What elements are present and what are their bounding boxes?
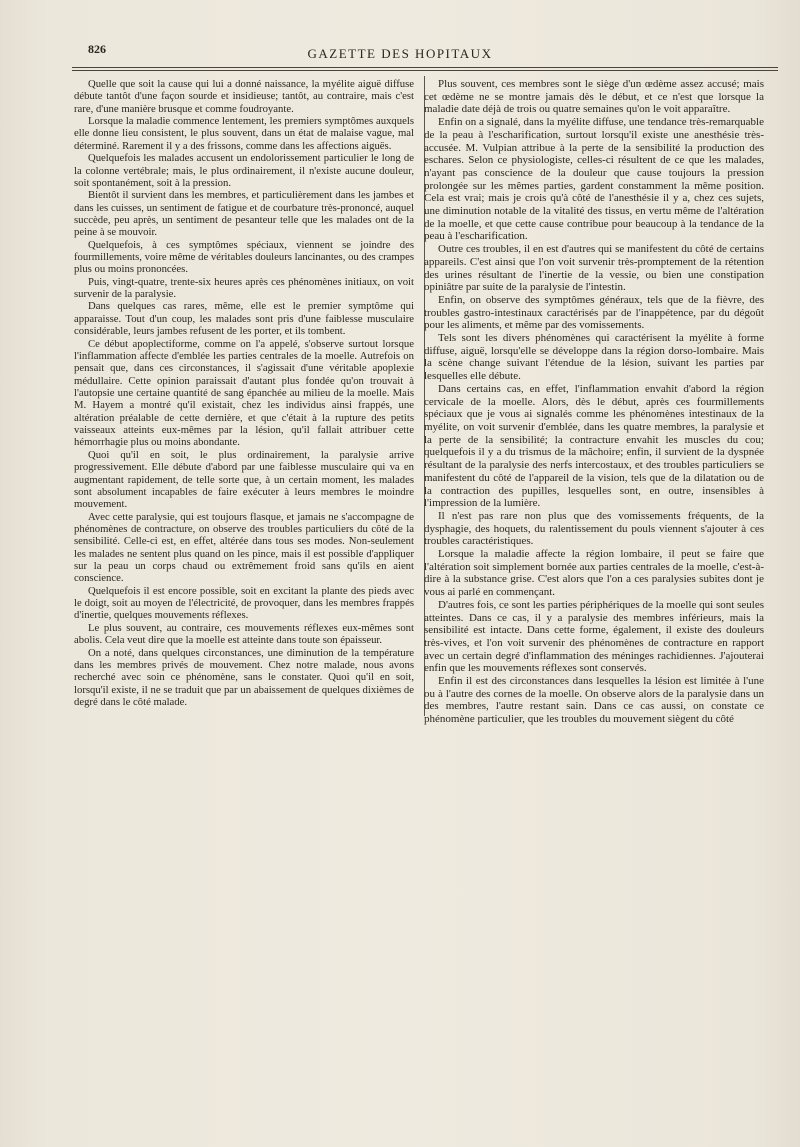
page-header: [0, 40, 800, 66]
paragraph: Quelquefois, à ces symptômes spéciaux, viennent se joindre des fourmillements, voire même de véritables douleurs lancinantes, ou des crampes plus ou moins prononcées.: [74, 238, 414, 276]
paragraph: Il n'est pas rare non plus que des vomissements fréquents, de la dysphagie, des hoquets, du ralentissement du pouls viennent s'ajouter à ces troubles caractéristiques.: [424, 509, 764, 548]
paragraph: Tels sont les divers phénomènes qui caractérisent la myélite à forme diffuse, aiguë, lorsqu'elle se développe dans la région dorso-lombaire. Mais la scène change suivant l'étendue de la lésion, suivant les parties par lesquelles elle débute.: [424, 332, 764, 383]
paragraph: Le plus souvent, au contraire, ces mouvements réflexes eux-mêmes sont abolis. Cela veut dire que la moelle est atteinte dans toute son épaisseur.: [74, 621, 414, 647]
page-number: 826: [88, 42, 106, 56]
paragraph: Outre ces troubles, il en est d'autres qui se manifestent du côté de certains appareils. C'est ainsi que l'on voit survenir très-promptement de la rétention des urines résultant de l'inertie de la vessie, ou bien une constipation opiniâtre par suite de la paralysie de l'intestin.: [424, 243, 764, 294]
header-rule-secondary: [72, 70, 778, 71]
paragraph: Enfin, on observe des symptômes généraux, tels que de la fièvre, des troubles gastro-intestinaux caractérisés par de l'inappétence, par du dégoût pour les aliments, et même par des vomissements.: [424, 293, 764, 332]
paragraph: Ce début apoplectiforme, comme on l'a appelé, s'observe surtout lorsque l'inflammation affecte d'emblée les parties centrales de la moelle. Autrefois on pensait que, dans ces circonstances, il s'agissait d'une véritable apoplexie médullaire. Cette opinion paraissait d'autant plus fondée qu'on trouvait à l'autopsie une certaine quantité de sang épanchée au milieu de la moelle. Mais M. Hayem a montré qu'il existait, chez les individus ainsi frappés, une altération préalable de cette dernière, et que c'était à la rupture des petits vaisseaux atteints eux-mêmes par la lésion, qu'il fallait attribuer cette hémorrhagie plus ou moins abondante.: [74, 337, 414, 449]
paragraph: Lorsque la maladie affecte la région lombaire, il peut se faire que l'altération soit simplement bornée aux parties centrales de la moelle, c'est-à-dire à la substance grise. C'est alors que l'on a ces paralysies subites dont je vous ai parlé en commençant.: [424, 548, 764, 599]
paragraph: Avec cette paralysie, qui est toujours flasque, et jamais ne s'accompagne de phénomènes de contracture, on observe des troubles particuliers du côté de la sensibilité. Celle-ci est, en effet, altérée dans tous ses modes. Non-seulement les malades ne sentent plus quand on les pince, mais il est possible d'appliquer sur la peau un corps chaud ou extrêmement froid sans qu'ils en aient conscience.: [74, 510, 414, 585]
right-column: [424, 78, 764, 726]
header-rule: [72, 67, 778, 68]
paragraph: Dans quelques cas rares, même, elle est le premier symptôme qui apparaisse. Tout d'un coup, les malades sont pris d'une faiblesse musculaire considérable, leurs jambes refusent de les porter, et ils tombent.: [74, 300, 414, 338]
paragraph: Quelquefois les malades accusent un endolorissement particulier le long de la colonne vertébrale; mais, le plus ordinairement, il n'existe aucune douleur, soit spontanément, soit à la pression.: [74, 152, 414, 189]
paragraph: Bientôt il survient dans les membres, et particulièrement dans les jambes et dans les cuisses, un sentiment de fatigue et de courbature très-prononcé, auquel succède, peu après, un sentiment de pesanteur telle que les malades ont de la peine à se mouvoir.: [74, 189, 414, 239]
paragraph: Plus souvent, ces membres sont le siège d'un œdème assez accusé; mais cet œdème ne se montre jamais dès le début, et ce n'est que lorsque la maladie date déjà de trois ou quatre semaines qu'on le voit apparaître.: [424, 78, 764, 116]
journal-title: GAZETTE DES HOPITAUX: [307, 46, 493, 61]
paragraph: Puis, vingt-quatre, trente-six heures après ces phénomènes initiaux, on voit survenir de la paralysie.: [74, 275, 414, 301]
paragraph: Enfin on a signalé, dans la myélite diffuse, une tendance très-remarquable de la peau à l'escharification, surtout lorsqu'il existe une anesthésie très-accusée. M. Vulpian attribue à la perte de la sensibilité la production des eschares. Selon ce physiologiste, celles-ci résultent de ce que les malades, n'ayant pas conscience de la douleur que cause toujours la pression prolongée sur les mêmes parties, gardent constamment la même position. Cela est vrai; mais je crois qu'à côté de l'anesthésie il y a, chez ces sujets, une diminution notable de la vitalité des tissus, en vertu même de l'altération de la moelle, et que cette cause contribue pour beaucoup à la tendance de la peau à l'escharification.: [424, 116, 764, 243]
paragraph: On a noté, dans quelques circonstances, une diminution de la température dans les membres privés de mouvement. Chez notre malade, nous avons recherché avec soin ce phénomène, sans le constater. Quoi qu'il en soit, lorsqu'il existe, il ne se traduit que par un abaissement de quelques dixièmes de degré dans le côté malade.: [74, 646, 414, 708]
paragraph: Dans certains cas, en effet, l'inflammation envahit d'abord la région cervicale de la moelle. Alors, dès le début, après ces fourmillements spéciaux que je vous ai signalés comme les phénomènes intestinaux de la myélite, on voit survenir d'emblée, dans les quatre membres, la paralysie et la perte de la sensibilité; la contracture envahit les muscles du cou; quelquefois il y a du trismus de la mâchoire; enfin, il survient de la dyspnée résultant de la paralysie des nerfs intercostaux, et des troubles particuliers se manifestent du côté de l'appareil de la vision, tels que de la dilatation ou de la contraction des pupilles, lesquelles sont, en outre, insensibles à l'impression de la lumière.: [424, 382, 764, 510]
paragraph: Quoi qu'il en soit, le plus ordinairement, la paralysie arrive progressivement. Elle débute d'abord par une faiblesse musculaire qui va en augmentant rapidement, de telle sorte que, à un certain moment, les malades sont absolument incapables de faire exécuter à leurs membres le moindre mouvement.: [74, 448, 414, 511]
paragraph: Quelquefois il est encore possible, soit en excitant la plante des pieds avec le doigt, soit au moyen de l'électricité, de provoquer, dans les membres frappés d'inertie, quelques mouvements réflexes.: [74, 584, 414, 622]
paragraph: Enfin il est des circonstances dans lesquelles la lésion est limitée à l'une ou à l'autre des cornes de la moelle. On observe alors de la paralysie dans un des membres, l'autre restant sain. Dans ce cas aussi, on constate ce phénomène particulier, que les troubles du mouvement siègent du côté: [424, 675, 764, 726]
paragraph: Quelle que soit la cause qui lui a donné naissance, la myélite aiguë diffuse débute tantôt d'une façon sourde et insidieuse; tantôt, au contraire, mais c'est rare, d'une manière brusque et comme foudroyante.: [74, 78, 414, 115]
paragraph: D'autres fois, ce sont les parties périphériques de la moelle qui sont seules atteintes. Dans ce cas, il y a paralysie des membres inférieurs, mais la sensibilité est intacte. Dans cette forme, également, il existe des douleurs très-vives, et l'on voit survenir des phénomènes de contracture en rapport avec un certain degré d'inflammation des méninges rachidiennes. J'ajouterai enfin que les mouvements réflexes sont conservés.: [424, 598, 764, 675]
paragraph: Lorsque la maladie commence lentement, les premiers symptômes auxquels elle donne lieu consistent, le plus souvent, dans un état de malaise vague, mal déterminé. Rarement il y a des frissons, comme dans les affections aiguës.: [74, 115, 414, 152]
left-column: [74, 78, 414, 708]
